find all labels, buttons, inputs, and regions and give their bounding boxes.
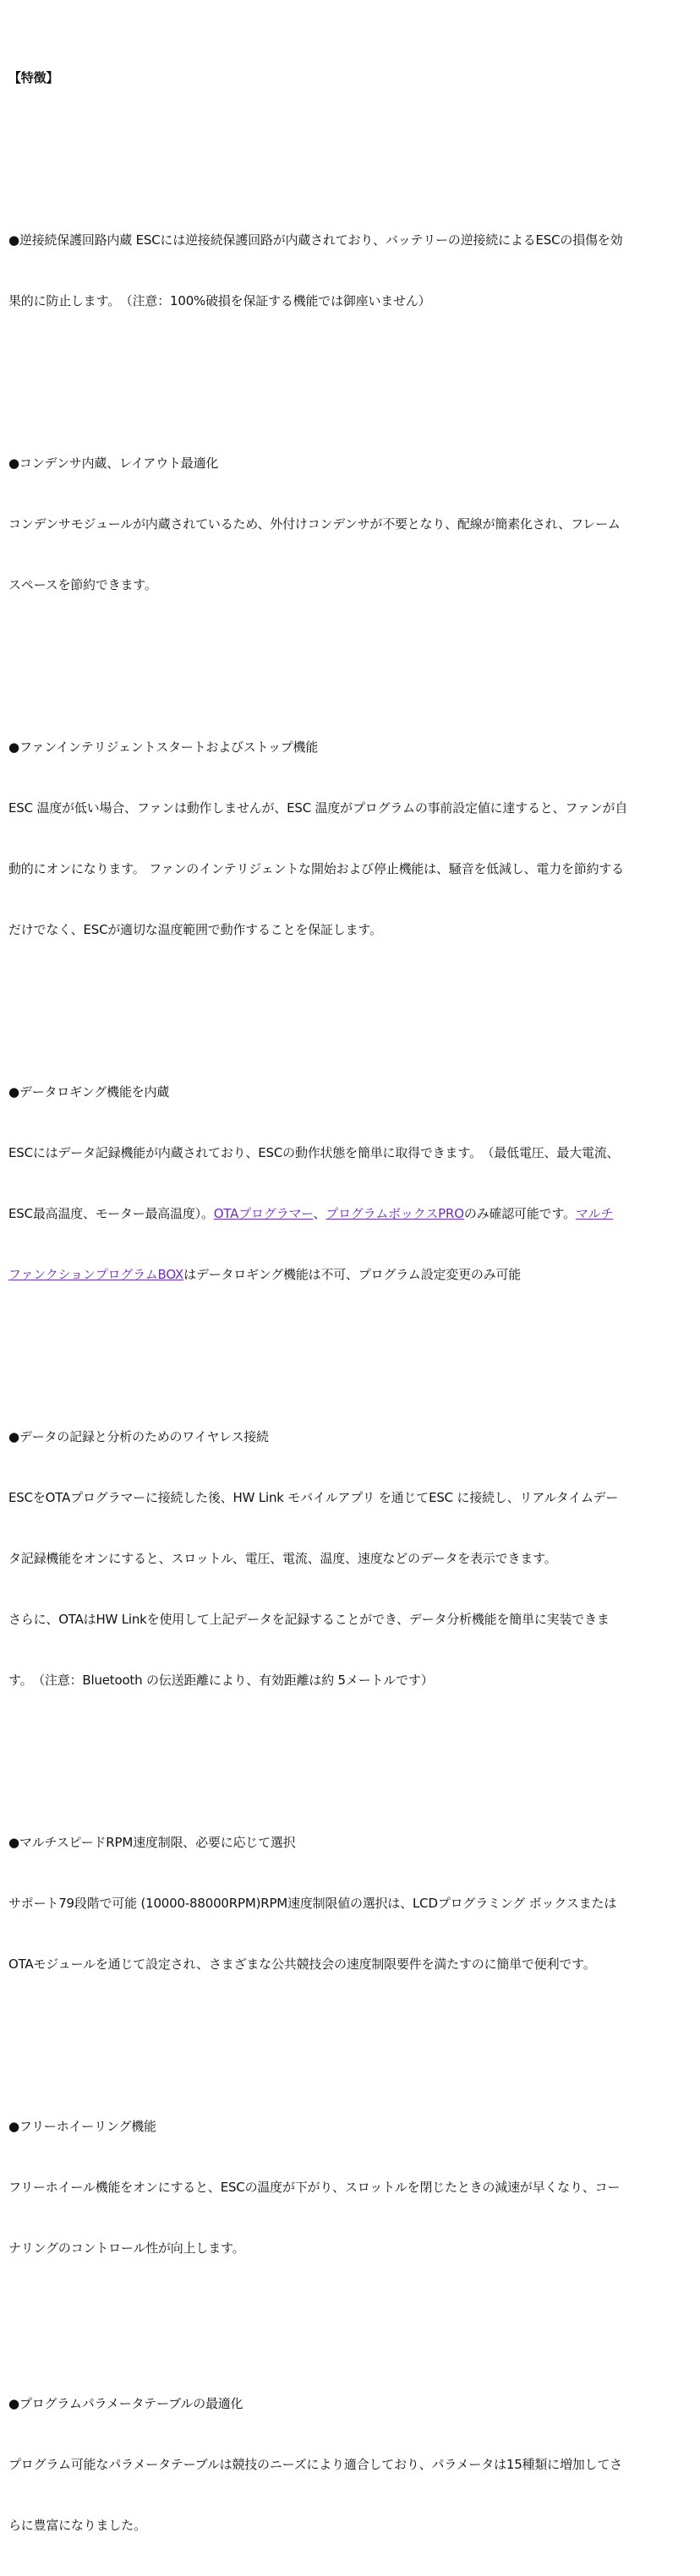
program-box-pro-link[interactable]: プログラムボックスPRO [325,1206,464,1221]
feature-text-line: プログラム可能なパラメータテーブルは競技のニーズにより適合しており、パラメータは15種類に増加してさ [8,2457,622,2472]
feature-text-line: OTAモジュールを通じて設定され、さまざまな公共競技会の速度制限要件を満たすのに簡単で便利です。 [8,1957,596,1972]
ota-programmer-link[interactable]: OTAプログラマー [213,1206,314,1221]
feature-title-capacitor: ●コンデンサ内蔵、レイアウト最適化 [8,456,219,471]
feature-text-line: 果的に防止します。 （注意：100%破損を保証する機能では御座いません） [8,293,431,308]
feature-text-line: ナリングのコントロール性が向上します。 [8,2240,245,2256]
feature-text-line-with-links [8,1203,692,1224]
feature-title-freewheeling: ●フリーホイーリング機能 [8,2119,156,2134]
feature-text-line: 動的にオンになります。 ファンのインテリジェントな開始および停止機能は、騒音を低減し、電力を節約する [8,861,624,876]
feature-text-line: フリーホイール機能をオンにすると、ESCの温度が下がり、スロットルを閉じたときの減速が早くなり、コー [8,2180,621,2195]
feature-text-line: スペースを節約できます。 [8,577,157,592]
spacer [8,2299,692,2312]
feature-text-line: ESCをOTAプログラマーに接続した後、HW Link モバイルアプリ を通じてESC に接続し、リアルタイムデー [8,1490,619,1505]
text-segment: 、 [313,1206,326,1221]
spacer [8,1325,692,1345]
spacer [8,636,692,656]
spacer [8,352,692,372]
feature-text-line: タ記録機能をオンにすると、スロットル、電圧、電流、温度、速度などのデータを表示できます。 [8,1551,557,1566]
spacer [8,1731,692,1751]
feature-title-data-logging: ●データロギング機能を内蔵 [8,1084,170,1100]
feature-text-line: だけでなく、ESCが適切な温度範囲で動作することを保証します。 [8,922,382,937]
feature-text-line: コンデンサモジュールが内蔵されているため、外付けコンデンサが不要となり、配線が簡素化され、フレーム [8,516,621,532]
feature-text-line: サポート79段階で可能 (10000-88000RPM)RPM速度制限値の選択は、LCDプログラミング ボックスまたは [8,1896,617,1911]
feature-text-line-with-links [8,1264,692,1285]
multifunction-program-box-link[interactable]: マルチ [575,1206,614,1221]
spacer [8,2015,692,2035]
feature-title-parameter-table: ●プログラムパラメータテーブルの最適化 [8,2396,243,2411]
multifunction-program-box-link-cont[interactable]: ファンクションプログラムBOX [8,1267,184,1282]
spacer [8,980,692,1001]
text-segment: のみ確認可能です。 [463,1206,576,1221]
text-segment: ESC最高温度、モーター最高温度）。 [8,1206,214,1221]
feature-title-rpm-limit: ●マルチスピードRPM速度制限、必要に応じて選択 [8,1835,296,1850]
text-segment: はデータロギング機能は不可、プログラム設定変更のみ可能 [183,1267,522,1282]
feature-text-line: ESC 温度が低い場合、ファンは動作しませんが、ESC 温度がプログラムの事前設定値に達すると、ファンが自 [8,800,628,816]
feature-text-line: ESCにはデータ記録機能が内蔵されており、ESCの動作状態を簡単に取得できます。 （最低電圧、最大電流、 [8,1145,620,1160]
feature-title-wireless: ●データの記録と分析のためのワイヤレス接続 [8,1429,269,1444]
feature-text-line: らに豊富になりました。 [8,2518,146,2533]
feature-title-fan: ●ファンインテリジェントスタートおよびストップ機能 [8,740,319,755]
feature-title-reverse-protection: ●逆接続保護回路内蔵 ESCには逆接続保護回路が内蔵されており、バッテリーの逆接続によるESCの損傷を効 [8,232,623,248]
feature-text-line: さらに、OTAはHW Linkを使用して上記データを記録することができ、データ分析機能を簡単に実装できま [8,1612,610,1627]
spacer [8,128,692,149]
features-heading: 【特徴】 [8,70,59,85]
feature-text-line: す。 （注意：Bluetooth の伝送距離により、有効距離は約 5メートルです） [8,1673,434,1688]
